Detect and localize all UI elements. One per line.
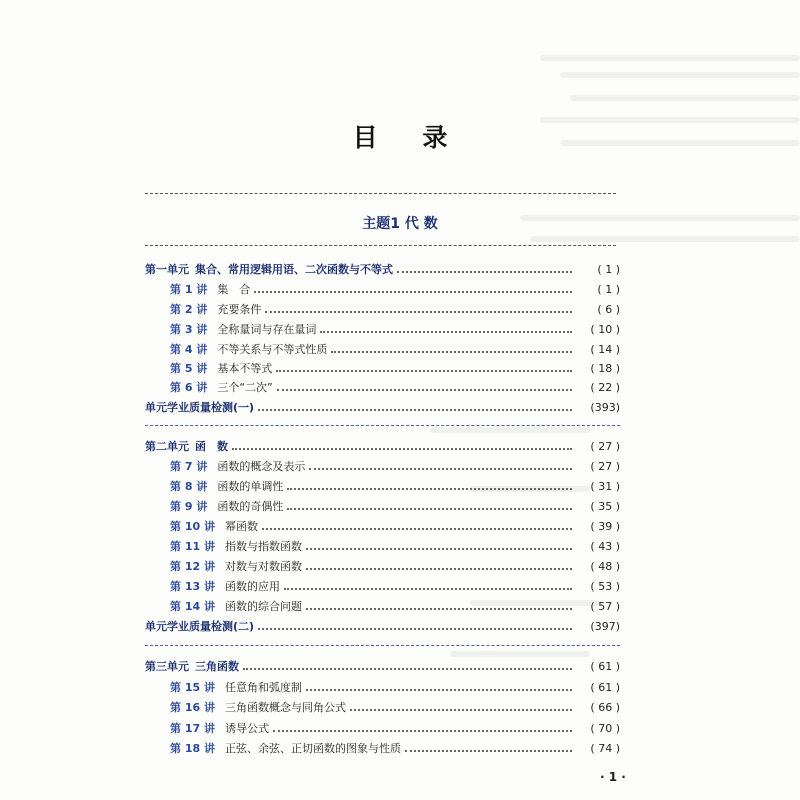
unit-number: 第二单元 [145,440,189,453]
toc-unit[interactable] [145,259,620,279]
lecture-number: 第 15 讲 [170,681,215,694]
page-title: 目 录 [352,123,466,152]
page-ref: (397) [590,619,620,633]
toc-lecture[interactable] [170,596,620,616]
lecture-title: 基本不等式 [217,362,273,375]
leader-dots [397,271,572,273]
lecture-number: 第 8 讲 [170,480,208,493]
toc-lecture[interactable] [170,576,620,596]
lecture-title: 函数的奇偶性 [217,500,284,513]
lecture-title: 函数的综合问题 [224,600,302,613]
lecture-number: 第 17 讲 [170,722,215,735]
unit-title: 三角函数 [195,660,239,673]
lecture-number: 第 1 讲 [170,283,208,296]
page-ref: ( 70 ) [590,721,620,735]
lecture-number: 第 11 讲 [170,540,215,553]
leader-dots [309,468,572,470]
leader-dots [284,588,572,590]
leader-dots [331,351,572,353]
toc-lecture[interactable] [170,556,620,576]
unit-title: 集合、常用逻辑用语、二次函数与不等式 [195,263,393,276]
page-ref: ( 1 ) [597,262,620,276]
unit-divider [145,425,620,426]
unit-number: 第一单元 [145,263,189,276]
page-ref: ( 39 ) [590,519,620,533]
toc-lecture[interactable] [170,319,620,339]
toc-lecture[interactable] [170,718,620,738]
lecture-number: 第 7 讲 [170,460,208,473]
lecture-title: 全称量词与存在量词 [217,323,317,336]
toc-lecture[interactable] [170,677,620,697]
leader-dots [273,730,572,732]
page-ref: ( 43 ) [590,539,620,553]
leader-dots [265,311,572,313]
leader-dots [405,750,572,752]
leader-dots [306,608,572,610]
page-ref: ( 6 ) [597,302,620,316]
lecture-title: 不等关系与不等式性质 [217,343,328,356]
lecture-number: 第 9 讲 [170,500,208,513]
lecture-title: 函数的应用 [224,580,280,593]
leader-dots [262,528,572,530]
toc-lecture[interactable] [170,339,620,359]
lecture-number: 第 5 讲 [170,362,208,375]
leader-dots [306,548,572,550]
page-ref: ( 27 ) [590,439,620,453]
lecture-title: 幂函数 [224,520,258,533]
toc-lecture[interactable] [170,358,620,378]
page-ref: ( 1 ) [597,282,620,296]
page-ref: (393) [590,400,620,414]
toc-lecture[interactable] [170,279,620,299]
leader-dots [254,291,572,293]
leader-dots [277,389,572,391]
page-ref: ( 31 ) [590,479,620,493]
lecture-title: 正弦、余弦、正切函数的图象与性质 [224,742,401,755]
unit-divider [145,645,620,646]
lecture-title: 三个“二次” [217,381,273,394]
lecture-number: 第 6 讲 [170,381,208,394]
page-ref: ( 57 ) [590,599,620,613]
lecture-number: 第 4 讲 [170,343,208,356]
lecture-number: 第 16 讲 [170,701,215,714]
lecture-number: 第 3 讲 [170,323,208,336]
lecture-number: 第 2 讲 [170,303,208,316]
leader-dots [320,331,572,333]
page-ref: ( 18 ) [590,361,620,375]
toc-unit[interactable] [145,656,620,676]
leader-dots [287,508,572,510]
toc-lecture[interactable] [170,377,620,397]
lecture-title: 诱导公式 [224,722,269,735]
unit-title: 函 数 [195,440,228,453]
lecture-number: 第 14 讲 [170,600,215,613]
lecture-number: 第 13 讲 [170,580,215,593]
toc-unit[interactable] [145,436,620,456]
leader-dots [243,668,572,670]
page-ref: ( 35 ) [590,499,620,513]
page-ref: ( 61 ) [590,680,620,694]
theme-heading: 主题1 代 数 [362,216,438,232]
toc-lecture[interactable] [170,536,620,556]
lecture-title: 函数的概念及表示 [217,460,306,473]
lecture-title: 三角函数概念与同角公式 [224,701,346,714]
lecture-title: 任意角和弧度制 [224,681,302,694]
page-ref: ( 22 ) [590,380,620,394]
leader-dots [232,448,572,450]
toc-lecture[interactable] [170,476,620,496]
toc-unit-check[interactable] [145,397,620,417]
lecture-title: 对数与对数函数 [224,560,302,573]
lecture-number: 第 18 讲 [170,742,215,755]
leader-dots [258,409,572,411]
lecture-title: 充要条件 [217,303,262,316]
page-ref: ( 74 ) [590,741,620,755]
lecture-number: 第 10 讲 [170,520,215,533]
unit-number: 第三单元 [145,660,189,673]
toc-lecture[interactable] [170,516,620,536]
page-ref: ( 10 ) [590,322,620,336]
unit-check-title: 单元学业质量检测(一) [145,401,255,414]
leader-dots [258,628,572,630]
lecture-number: 第 12 讲 [170,560,215,573]
leader-dots [287,488,572,490]
toc-lecture[interactable] [170,697,620,717]
lecture-title: 集 合 [217,283,251,296]
toc-lecture[interactable] [170,496,620,516]
page-ref: ( 61 ) [590,659,620,673]
page-ref: ( 14 ) [590,342,620,356]
page-ref: ( 48 ) [590,559,620,573]
lecture-title: 函数的单调性 [217,480,284,493]
page-number: · 1 · [600,770,626,784]
leader-dots [350,709,572,711]
toc-lecture[interactable] [170,456,620,476]
leader-dots [306,568,572,570]
toc-lecture[interactable] [170,299,620,319]
leader-dots [306,689,572,691]
page-ref: ( 66 ) [590,700,620,714]
unit-check-title: 单元学业质量检测(二) [145,620,255,633]
page-ref: ( 53 ) [590,579,620,593]
toc-lecture[interactable] [170,738,620,758]
leader-dots [276,370,572,372]
lecture-title: 指数与指数函数 [224,540,302,553]
page-ref: ( 27 ) [590,459,620,473]
toc-unit-check[interactable] [145,616,620,636]
